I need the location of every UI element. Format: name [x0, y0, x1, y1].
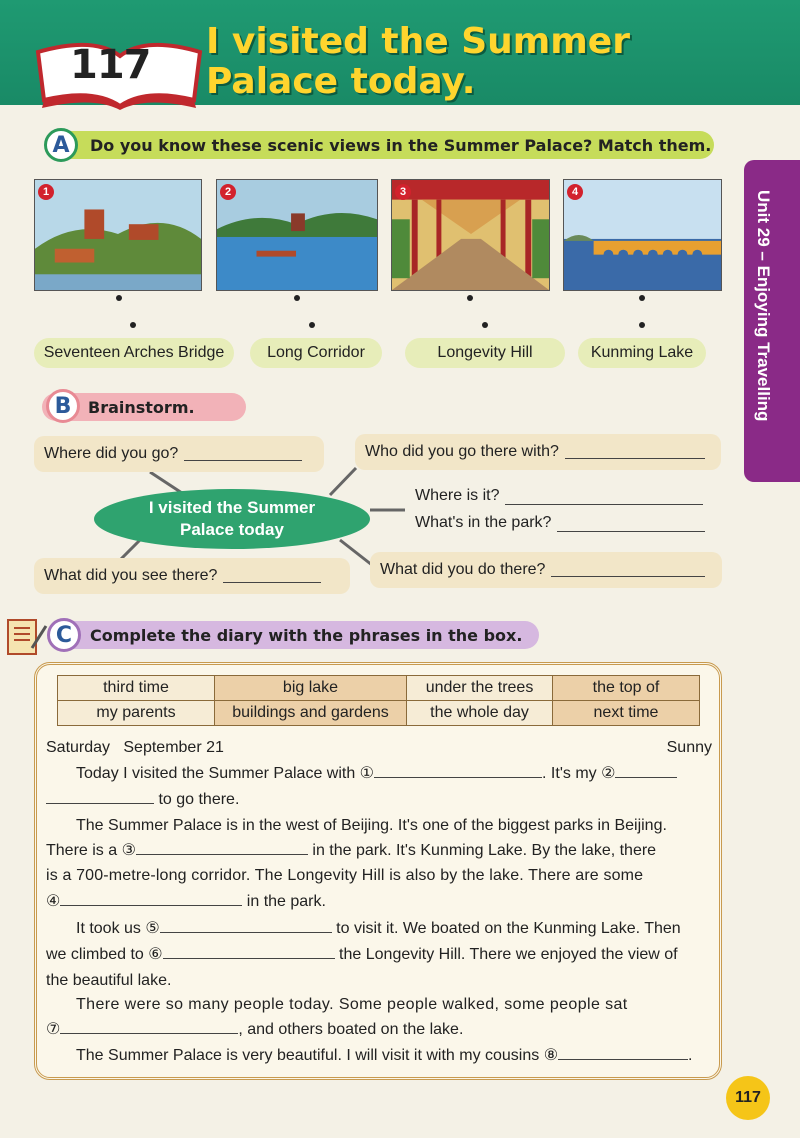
section-c-bar [54, 621, 539, 649]
option-seventeen-arches-bridge[interactable]: Seventeen Arches Bridge [34, 338, 234, 368]
match-dot-top-4[interactable] [639, 295, 645, 301]
picture-1-hill [34, 179, 202, 291]
diary-line: to go there. [46, 790, 716, 810]
match-dot-bottom-2[interactable] [309, 322, 315, 328]
diary-line: It took us ⑤ to visit it. We boated on the Kunming Lake. Then [76, 920, 681, 937]
diary-line: the beautiful lake. [46, 972, 172, 989]
phrase: the whole day [407, 701, 553, 726]
match-dot-top-3[interactable] [467, 295, 473, 301]
phrase: the top of [553, 676, 700, 701]
blank-3[interactable] [136, 841, 308, 855]
picture-2-lake [216, 179, 378, 291]
question-what-do: What did you do there? [370, 552, 722, 588]
diary-date: Saturday September 21 [46, 739, 224, 756]
blank-2[interactable] [615, 764, 677, 778]
blank-1[interactable] [374, 764, 542, 778]
picture-4-bridge [563, 179, 722, 291]
blank-7[interactable] [60, 1020, 238, 1034]
answer-line[interactable] [551, 563, 705, 577]
picture-number-1: 1 [38, 184, 54, 200]
picture-3-corridor [391, 179, 550, 291]
title-line-2: Palace today. [206, 61, 476, 102]
phrase: third time [58, 676, 215, 701]
diary-line: There were so many people today. Some people walked, some people sat [76, 996, 628, 1013]
notebook-icon [4, 614, 48, 658]
brainstorm-center: I visited the Summer Palace today [94, 489, 370, 549]
option-longevity-hill[interactable]: Longevity Hill [405, 338, 565, 368]
phrase: buildings and gardens [215, 701, 407, 726]
section-a-bar [52, 131, 714, 159]
diary-weather: Sunny [666, 739, 712, 756]
diary-line: ④ in the park. [46, 893, 326, 910]
picture-number-4: 4 [567, 184, 583, 200]
section-a-instruction: Do you know these scenic views in the Summer Palace? Match them. [90, 135, 712, 155]
match-dot-bottom-4[interactable] [639, 322, 645, 328]
diary-line: Today I visited the Summer Palace with ① . It's my ② [46, 764, 716, 784]
section-a-letter: A [44, 128, 78, 162]
picture-number-2: 2 [220, 184, 236, 200]
match-dot-bottom-3[interactable] [482, 322, 488, 328]
diary-line: ⑦ , and others boated on the lake. [46, 1021, 464, 1038]
diary-line: The Summer Palace is very beautiful. I will visit it with my cousins ⑧ . [76, 1047, 693, 1064]
page-number: 117 [726, 1076, 770, 1120]
blank-2-cont[interactable] [46, 790, 154, 804]
option-long-corridor[interactable]: Long Corridor [250, 338, 382, 368]
answer-line[interactable] [184, 447, 302, 461]
match-dot-top-1[interactable] [116, 295, 122, 301]
section-c-letter: C [47, 618, 81, 652]
answer-line[interactable] [557, 518, 705, 532]
lesson-number: 117 [70, 42, 151, 88]
answer-line[interactable] [223, 569, 321, 583]
blank-4[interactable] [60, 892, 242, 906]
question-what-see: What did you see there? [34, 558, 350, 594]
diary-line: There is a ③ in the park. It's Kunming Lake. By the lake, there [46, 842, 657, 859]
unit-tab-label: Unit 29 – Enjoying Travelling [754, 190, 773, 422]
answer-line[interactable] [505, 491, 703, 505]
diary-line: we climbed to ⑥ the Longevity Hill. There we enjoyed the view of [46, 946, 678, 963]
page-title [206, 22, 630, 102]
phrase: under the trees [407, 676, 553, 701]
diary-line: is a 700-metre-long corridor. The Longevity Hill is also by the lake. There are some [46, 867, 644, 884]
question-where-go: Where did you go? [34, 436, 324, 472]
section-b-letter: B [46, 389, 80, 423]
phrase: next time [553, 701, 700, 726]
blank-5[interactable] [160, 919, 332, 933]
title-line-1: I visited the Summer [206, 21, 630, 62]
section-c-instruction: Complete the diary with the phrases in the box. [90, 625, 523, 645]
question-whats-in: What's in the park? [415, 514, 705, 532]
section-b-instruction: Brainstorm. [88, 397, 195, 417]
phrase-box [57, 675, 700, 726]
phrase: big lake [215, 676, 407, 701]
diary-line: The Summer Palace is in the west of Beijing. It's one of the biggest parks in Beijing. [76, 817, 667, 834]
question-where-is: Where is it? [415, 487, 703, 505]
picture-number-3: 3 [395, 184, 411, 200]
match-dot-bottom-1[interactable] [130, 322, 136, 328]
option-kunming-lake[interactable]: Kunming Lake [578, 338, 706, 368]
question-who-with: Who did you go there with? [355, 434, 721, 470]
diary-date-line [46, 738, 712, 758]
answer-line[interactable] [565, 445, 705, 459]
blank-6[interactable] [163, 945, 335, 959]
blank-8[interactable] [558, 1046, 688, 1060]
phrase: my parents [58, 701, 215, 726]
match-dot-top-2[interactable] [294, 295, 300, 301]
